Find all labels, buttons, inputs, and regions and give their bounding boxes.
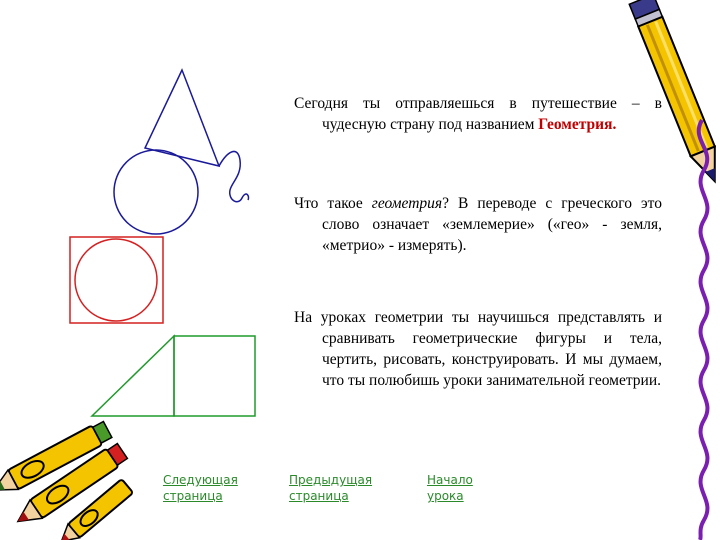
definition-term: геометрия: [371, 195, 443, 212]
wavy-border-decoration: [699, 120, 708, 540]
crayon-pencils-icon: [0, 420, 133, 540]
previous-page-link-line1: Предыдущая: [289, 473, 373, 487]
next-page-link[interactable]: [163, 472, 273, 504]
circle-shape: [114, 150, 198, 234]
intro-paragraph: [294, 93, 662, 135]
lessons-text: На уроках геометрии ты научишься представлять и сравнивать геометрические фигуры и тела, чертить, рисовать, конструировать. И мы думаем, что ты полюбишь уроки занимательной геометрии.: [294, 309, 662, 389]
definition-paragraph: [294, 193, 662, 256]
previous-page-link-line2: страница: [289, 489, 349, 503]
definition-text-end: ? В переводе с греческого это слово означает «землемерие» («гео» - земля, «метрио» - измерять).: [322, 195, 662, 254]
geometry-highlight: Геометрия.: [538, 116, 617, 133]
intro-text: Сегодня ты отправляешься в путешествие – в чудесную страну под названием: [294, 95, 662, 133]
previous-page-link[interactable]: [289, 472, 399, 504]
triangle-shape: [145, 70, 219, 166]
next-page-link-line1: Следующая: [163, 473, 238, 487]
right-triangle-shape: [92, 336, 174, 416]
definition-text-start: Что такое: [294, 195, 372, 212]
inscribed-circle-shape: [75, 239, 157, 321]
wavy-line: [219, 151, 249, 201]
lesson-start-link-line1: Начало: [427, 473, 473, 487]
lesson-start-link-line2: урока: [427, 489, 464, 503]
lesson-start-link[interactable]: [427, 472, 537, 504]
next-page-link-line2: страница: [163, 489, 223, 503]
lessons-paragraph: [294, 307, 662, 391]
rectangle-shape: [174, 336, 255, 416]
square-shape: [70, 237, 163, 323]
